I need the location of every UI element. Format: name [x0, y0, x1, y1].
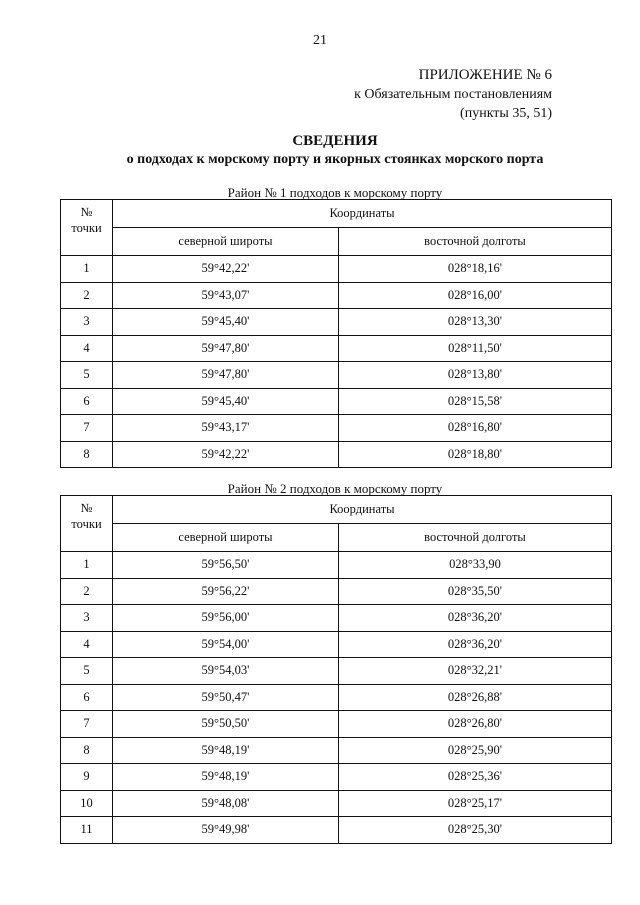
column-header-longitude: восточной долготы: [339, 228, 612, 256]
table-body-district-2: [61, 552, 612, 844]
longitude-cell: 028°16,80': [339, 415, 612, 442]
latitude-cell: 59°54,03': [113, 658, 339, 685]
longitude-cell: 028°36,20': [339, 631, 612, 658]
table-row: [61, 578, 612, 605]
point-number-cell: 11: [61, 817, 113, 844]
point-number-symbol: №: [80, 501, 93, 515]
latitude-cell: 59°54,00': [113, 631, 339, 658]
appendix-clauses: (пункты 35, 51): [460, 106, 552, 121]
document-subtitle: о подходах к морскому порту и якорных стоянках морского порта: [126, 152, 544, 167]
table-row: [61, 737, 612, 764]
latitude-cell: 59°48,19': [113, 737, 339, 764]
longitude-cell: 028°16,00': [339, 282, 612, 309]
latitude-cell: 59°56,00': [113, 605, 339, 632]
table-row: [61, 335, 612, 362]
point-number-cell: 5: [61, 362, 113, 389]
table-row: [61, 658, 612, 685]
coordinates-table-district-1: [60, 199, 612, 468]
longitude-cell: 028°18,16': [339, 256, 612, 283]
latitude-cell: 59°45,40': [113, 309, 339, 336]
table-row: [61, 388, 612, 415]
latitude-cell: 59°42,22': [113, 441, 339, 468]
point-number-cell: 7: [61, 711, 113, 738]
longitude-cell: 028°26,88': [339, 684, 612, 711]
longitude-cell: 028°25,90': [339, 737, 612, 764]
table-body-district-1: [61, 256, 612, 468]
column-header-latitude: северной широты: [113, 524, 339, 552]
table-row: [61, 631, 612, 658]
latitude-cell: 59°49,98': [113, 817, 339, 844]
column-header-coordinates: Координаты: [113, 200, 612, 228]
longitude-cell: 028°36,20': [339, 605, 612, 632]
column-header-latitude: северной широты: [113, 228, 339, 256]
point-number-word: точки: [71, 221, 102, 235]
longitude-cell: 028°33,90: [339, 552, 612, 579]
longitude-cell: 028°15,58': [339, 388, 612, 415]
point-number-cell: 2: [61, 282, 113, 309]
point-number-word: точки: [71, 517, 102, 531]
table-caption-district-2: Район № 2 подходов к морскому порту: [227, 481, 443, 496]
table-row: [61, 362, 612, 389]
longitude-cell: 028°32,21': [339, 658, 612, 685]
point-number-cell: 9: [61, 764, 113, 791]
longitude-cell: 028°25,17': [339, 790, 612, 817]
column-header-point-number: [61, 496, 113, 552]
point-number-cell: 6: [61, 388, 113, 415]
document-title: СВЕДЕНИЯ: [292, 133, 378, 149]
point-number-cell: 1: [61, 256, 113, 283]
column-header-longitude: восточной долготы: [339, 524, 612, 552]
longitude-cell: 028°18,80': [339, 441, 612, 468]
latitude-cell: 59°43,07': [113, 282, 339, 309]
longitude-cell: 028°25,36': [339, 764, 612, 791]
longitude-cell: 028°25,30': [339, 817, 612, 844]
column-header-coordinates: Координаты: [113, 496, 612, 524]
point-number-symbol: №: [80, 205, 93, 219]
latitude-cell: 59°56,50': [113, 552, 339, 579]
longitude-cell: 028°13,80': [339, 362, 612, 389]
table-caption-district-1: Район № 1 подходов к морскому порту: [227, 185, 443, 200]
latitude-cell: 59°42,22': [113, 256, 339, 283]
table-row: [61, 817, 612, 844]
point-number-cell: 10: [61, 790, 113, 817]
table-row: [61, 790, 612, 817]
point-number-cell: 4: [61, 335, 113, 362]
point-number-cell: 4: [61, 631, 113, 658]
longitude-cell: 028°26,80': [339, 711, 612, 738]
point-number-cell: 8: [61, 441, 113, 468]
coordinates-table-district-2: [60, 495, 612, 844]
table-row: [61, 764, 612, 791]
point-number-cell: 1: [61, 552, 113, 579]
latitude-cell: 59°50,47': [113, 684, 339, 711]
point-number-cell: 2: [61, 578, 113, 605]
table-row: [61, 711, 612, 738]
table-row: [61, 256, 612, 283]
longitude-cell: 028°11,50': [339, 335, 612, 362]
table-row: [61, 309, 612, 336]
point-number-cell: 3: [61, 309, 113, 336]
point-number-cell: 6: [61, 684, 113, 711]
latitude-cell: 59°56,22': [113, 578, 339, 605]
latitude-cell: 59°48,19': [113, 764, 339, 791]
table-row: [61, 441, 612, 468]
latitude-cell: 59°48,08': [113, 790, 339, 817]
appendix-number: ПРИЛОЖЕНИЕ № 6: [418, 67, 552, 83]
point-number-cell: 3: [61, 605, 113, 632]
point-number-cell: 7: [61, 415, 113, 442]
column-header-point-number: [61, 200, 113, 256]
appendix-reference: к Обязательным постановлениям: [354, 87, 552, 102]
latitude-cell: 59°45,40': [113, 388, 339, 415]
longitude-cell: 028°13,30': [339, 309, 612, 336]
table-row: [61, 552, 612, 579]
latitude-cell: 59°43,17': [113, 415, 339, 442]
latitude-cell: 59°47,80': [113, 335, 339, 362]
table-row: [61, 684, 612, 711]
table-row: [61, 282, 612, 309]
latitude-cell: 59°47,80': [113, 362, 339, 389]
latitude-cell: 59°50,50': [113, 711, 339, 738]
point-number-cell: 8: [61, 737, 113, 764]
page-number: 21: [313, 33, 327, 48]
table-row: [61, 605, 612, 632]
point-number-cell: 5: [61, 658, 113, 685]
table-row: [61, 415, 612, 442]
longitude-cell: 028°35,50': [339, 578, 612, 605]
